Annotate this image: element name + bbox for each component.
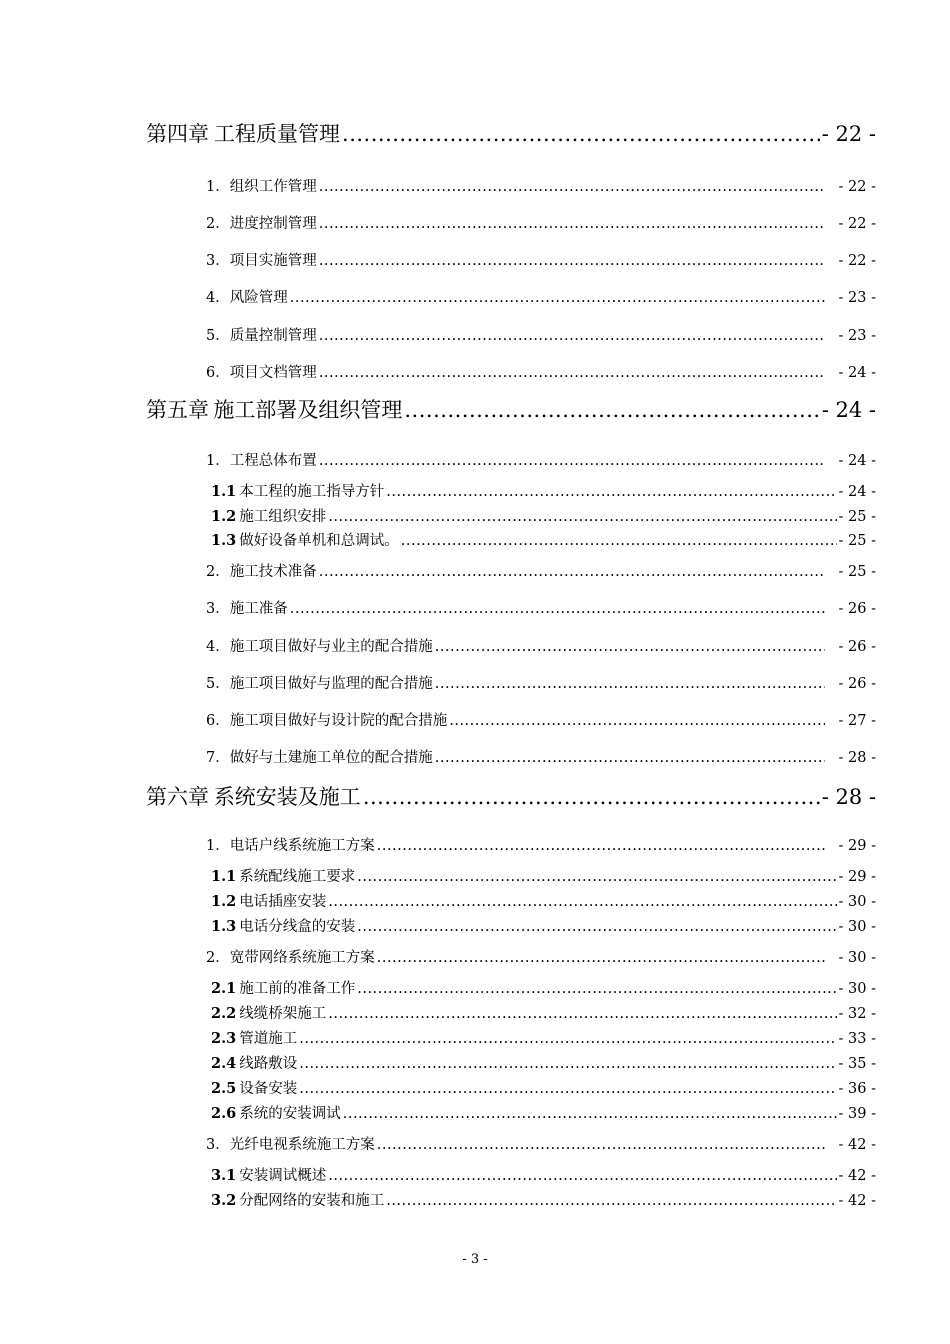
dot-leader (386, 484, 836, 500)
subsection-title: 分配网络的安装和施工 (239, 1193, 385, 1209)
section-title: 风险管理 (229, 290, 288, 306)
section-number: 5． (206, 328, 230, 344)
page-ref: - 29 - (838, 869, 876, 885)
page-ref: - 22 - (838, 253, 876, 269)
page-ref: - 24 - (838, 365, 876, 381)
subsection-number: 1.1 (211, 868, 237, 885)
toc-section[interactable] (206, 946, 876, 967)
toc-subsection[interactable] (211, 977, 876, 998)
section-title: 进度控制管理 (229, 216, 317, 232)
section-number: 1． (206, 453, 230, 469)
dot-leader (328, 1006, 836, 1022)
subsection-number: 1.3 (211, 918, 237, 935)
subsection-number: 2.4 (211, 1055, 237, 1072)
section-title: 工程总体布置 (229, 453, 317, 469)
section-number: 3． (206, 1137, 230, 1153)
toc-subsection[interactable] (211, 1002, 876, 1023)
dot-leader (328, 894, 836, 910)
page-ref: - 23 - (838, 328, 876, 344)
dot-leader (319, 365, 825, 381)
page-ref: - 26 - (838, 601, 876, 617)
subsection-number: 1.1 (211, 483, 237, 500)
page-ref: - 30 - (838, 894, 876, 910)
dot-leader (386, 1193, 836, 1209)
page-ref: - 22 - (821, 122, 876, 146)
toc-chapter[interactable] (146, 781, 876, 811)
subsection-title: 安装调试概述 (239, 1168, 327, 1184)
page-ref: - 25 - (838, 509, 876, 525)
toc-section[interactable] (206, 746, 876, 767)
toc-subsection[interactable] (211, 1164, 876, 1185)
dot-leader (363, 785, 820, 809)
page-number: - 3 - (462, 1252, 488, 1267)
section-title: 光纤电视系统施工方案 (229, 1137, 375, 1153)
subsection-number: 1.3 (211, 532, 237, 549)
page-ref: - 32 - (838, 1006, 876, 1022)
toc-subsection[interactable] (211, 1052, 876, 1073)
page-ref: - 36 - (838, 1081, 876, 1097)
subsection-number: 2.1 (211, 980, 237, 997)
toc-chapter[interactable] (146, 118, 876, 148)
section-title: 施工项目做好与业主的配合措施 (229, 639, 433, 655)
page-ref: - 42 - (838, 1137, 876, 1153)
section-title: 项目实施管理 (229, 253, 317, 269)
section-number: 4． (206, 639, 230, 655)
page-ref: - 25 - (838, 564, 876, 580)
dot-leader (290, 601, 825, 617)
dot-leader (319, 328, 825, 344)
toc-section[interactable] (206, 709, 876, 730)
dot-leader (290, 290, 825, 306)
page-ref: - 27 - (838, 713, 876, 729)
page-ref: - 26 - (838, 676, 876, 692)
subsection-title: 电话分线盒的安装 (239, 919, 356, 935)
subsection-title: 系统配线施工要求 (239, 869, 356, 885)
toc-subsection[interactable] (211, 1189, 876, 1210)
section-title: 电话户线系统施工方案 (229, 838, 375, 854)
toc-subsection[interactable] (211, 865, 876, 886)
dot-leader (343, 1106, 837, 1122)
toc-subsection[interactable] (211, 1102, 876, 1123)
section-number: 5． (206, 676, 230, 692)
section-title: 项目文档管理 (229, 365, 317, 381)
toc-section[interactable] (206, 834, 876, 855)
page-ref: - 35 - (838, 1056, 876, 1072)
subsection-number: 3.2 (211, 1192, 237, 1209)
toc-section[interactable] (206, 324, 876, 345)
dot-leader (377, 838, 825, 854)
section-title: 施工技术准备 (229, 564, 317, 580)
dot-leader (377, 950, 825, 966)
page-ref: - 33 - (838, 1031, 876, 1047)
section-title: 做好与土建施工单位的配合措施 (229, 750, 433, 766)
toc-subsection[interactable] (211, 529, 876, 550)
dot-leader (299, 1056, 836, 1072)
toc-section[interactable] (206, 175, 876, 196)
subsection-title: 施工前的准备工作 (239, 981, 356, 997)
subsection-title: 本工程的施工指导方针 (239, 484, 385, 500)
page-ref: - 24 - (821, 398, 876, 422)
toc-chapter[interactable] (146, 394, 876, 424)
dot-leader (319, 564, 825, 580)
chapter-title: 工程质量管理 (214, 122, 341, 146)
chapter-title: 系统安装及施工 (213, 785, 361, 809)
page-ref: - 23 - (838, 290, 876, 306)
dot-leader (319, 216, 825, 232)
section-number: 6． (206, 365, 230, 381)
toc-section[interactable] (206, 212, 876, 233)
subsection-number: 2.3 (211, 1030, 237, 1047)
page-ref: - 22 - (838, 179, 876, 195)
subsection-number: 1.2 (211, 508, 237, 525)
toc-section[interactable] (206, 597, 876, 618)
toc-subsection[interactable] (211, 915, 876, 936)
page-ref: - 42 - (838, 1168, 876, 1184)
subsection-title: 管道施工 (239, 1031, 298, 1047)
page-ref: - 42 - (838, 1193, 876, 1209)
dot-leader (319, 253, 825, 269)
section-number: 6． (206, 713, 230, 729)
toc-subsection[interactable] (211, 480, 876, 501)
chapter-number: 第五章 (146, 398, 209, 422)
toc-section[interactable] (206, 361, 876, 382)
dot-leader (299, 1081, 836, 1097)
subsection-title: 设备安装 (239, 1081, 298, 1097)
dot-leader (328, 509, 836, 525)
page-ref: - 28 - (821, 785, 876, 809)
section-number: 2． (206, 216, 230, 232)
toc-subsection[interactable] (211, 1027, 876, 1048)
dot-leader (435, 639, 825, 655)
page-ref: - 30 - (838, 950, 876, 966)
chapter-title: 施工部署及组织管理 (213, 398, 403, 422)
section-title: 宽带网络系统施工方案 (229, 950, 375, 966)
page-ref: - 22 - (838, 216, 876, 232)
toc-section[interactable] (206, 1133, 876, 1154)
subsection-title: 线路敷设 (239, 1056, 298, 1072)
section-title: 施工项目做好与监理的配合措施 (229, 676, 433, 692)
dot-leader (357, 981, 836, 997)
toc-section[interactable] (206, 286, 876, 307)
subsection-number: 1.2 (211, 893, 237, 910)
subsection-title: 系统的安装调试 (239, 1106, 341, 1122)
section-number: 3． (206, 253, 230, 269)
dot-leader (435, 676, 825, 692)
page-ref: - 26 - (838, 639, 876, 655)
toc-section[interactable] (206, 560, 876, 581)
section-title: 质量控制管理 (229, 328, 317, 344)
toc-subsection[interactable] (211, 890, 876, 911)
subsection-title: 线缆桥架施工 (239, 1006, 327, 1022)
subsection-title: 电话插座安装 (239, 894, 327, 910)
section-number: 3． (206, 601, 230, 617)
chapter-number: 第六章 (146, 785, 209, 809)
page-ref: - 28 - (838, 750, 876, 766)
dot-leader (401, 533, 837, 549)
section-number: 7． (206, 750, 230, 766)
subsection-number: 2.5 (211, 1080, 237, 1097)
dot-leader (357, 869, 836, 885)
section-number: 2． (206, 564, 230, 580)
dot-leader (299, 1031, 836, 1047)
page-ref: - 24 - (838, 484, 876, 500)
page-ref: - 30 - (838, 919, 876, 935)
section-number: 2． (206, 950, 230, 966)
dot-leader (328, 1168, 836, 1184)
toc-section[interactable] (206, 449, 876, 470)
page-ref: - 25 - (838, 533, 876, 549)
subsection-number: 2.6 (211, 1105, 237, 1122)
subsection-title: 做好设备单机和总调试。 (239, 533, 399, 549)
toc-section[interactable] (206, 249, 876, 270)
toc-subsection[interactable] (211, 505, 876, 526)
section-number: 4． (206, 290, 230, 306)
dot-leader (404, 398, 819, 422)
section-number: 1． (206, 838, 230, 854)
page-ref: - 24 - (838, 453, 876, 469)
dot-leader (377, 1137, 825, 1153)
toc-section[interactable] (206, 672, 876, 693)
dot-leader (319, 453, 825, 469)
section-title: 组织工作管理 (229, 179, 317, 195)
page-ref: - 39 - (838, 1106, 876, 1122)
section-number: 1． (206, 179, 230, 195)
dot-leader (342, 122, 820, 146)
toc-section[interactable] (206, 635, 876, 656)
subsection-number: 2.2 (211, 1005, 237, 1022)
dot-leader (435, 750, 825, 766)
page-ref: - 29 - (838, 838, 876, 854)
page-ref: - 30 - (838, 981, 876, 997)
dot-leader (449, 713, 824, 729)
subsection-number: 3.1 (211, 1167, 237, 1184)
dot-leader (319, 179, 825, 195)
section-title: 施工项目做好与设计院的配合措施 (229, 713, 448, 729)
dot-leader (357, 919, 836, 935)
chapter-number: 第四章 (146, 122, 209, 146)
section-title: 施工准备 (229, 601, 288, 617)
subsection-title: 施工组织安排 (239, 509, 327, 525)
toc-subsection[interactable] (211, 1077, 876, 1098)
